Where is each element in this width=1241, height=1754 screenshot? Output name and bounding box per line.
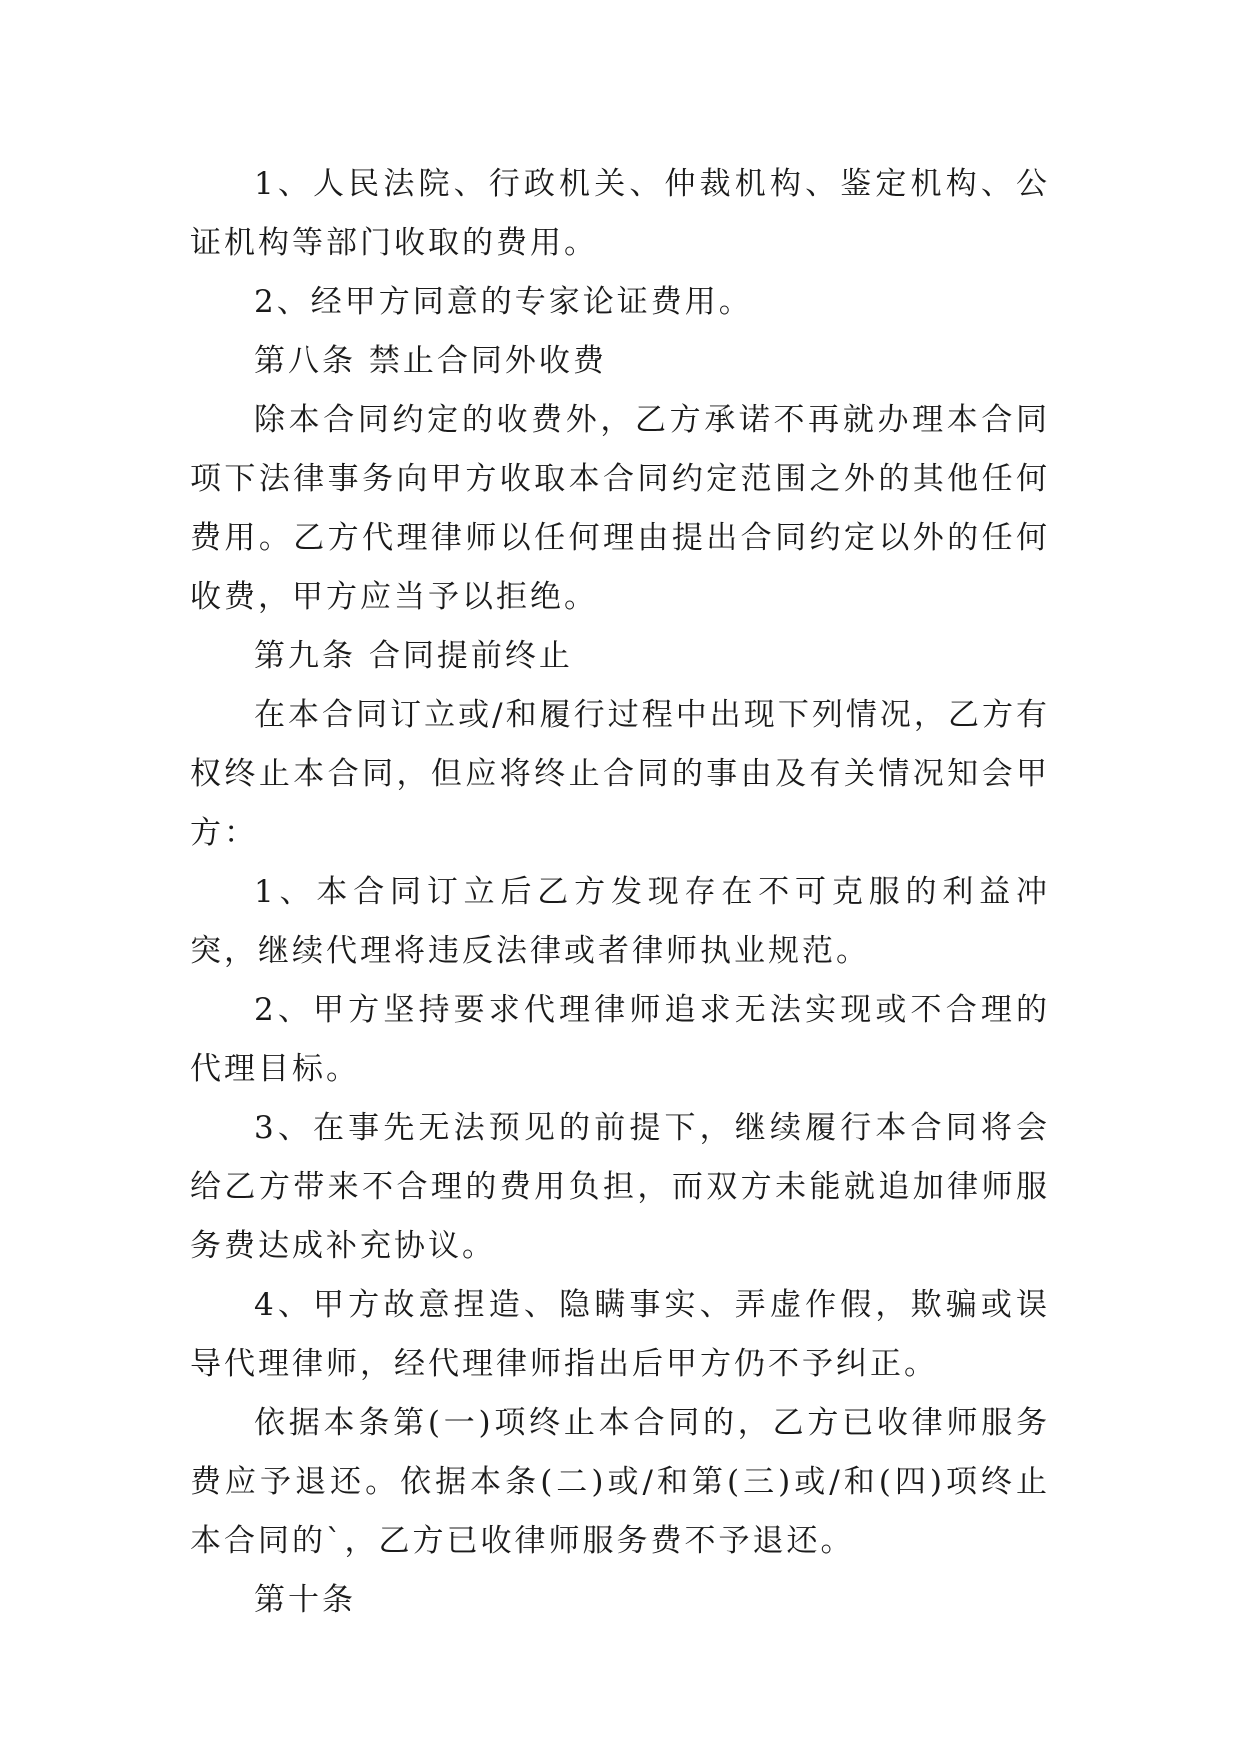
article-9-item-1: 1、本合同订立后乙方发现存在不可克服的利益冲突，继续代理将违反法律或者律师执业规范。 (190, 874, 1050, 969)
article-8-heading: 第八条 禁止合同外收费 (254, 343, 607, 379)
article-9-refund-clause: 依据本条第(一)项终止本合同的，乙方已收律师服务费应予退还。依据本条(二)或/和第(三)或/和(四)项终止本合同的`，乙方已收律师服务费不予退还。 (190, 1405, 1050, 1559)
paragraph-item-1: 1、人民法院、行政机关、仲裁机构、鉴定机构、公证机构等部门收取的费用。 (190, 166, 1050, 261)
article-10-heading: 第十条 (254, 1582, 356, 1618)
article-9-heading: 第九条 合同提前终止 (254, 638, 573, 674)
article-9-intro: 在本合同订立或/和履行过程中出现下列情况，乙方有权终止本合同，但应将终止合同的事由及有关情况知会甲方： (190, 697, 1050, 851)
article-9-item-3: 3、在事先无法预见的前提下，继续履行本合同将会给乙方带来不合理的费用负担，而双方未能就追加律师服务费达成补充协议。 (190, 1110, 1050, 1264)
article-9-item-4: 4、甲方故意捏造、隐瞒事实、弄虚作假，欺骗或误导代理律师，经代理律师指出后甲方仍不予纠正。 (190, 1287, 1050, 1382)
paragraph-item-2: 2、经甲方同意的专家论证费用。 (254, 284, 753, 320)
article-8-body: 除本合同约定的收费外，乙方承诺不再就办理本合同项下法律事务向甲方收取本合同约定范围之外的其他任何费用。乙方代理律师以任何理由提出合同约定以外的任何收费，甲方应当予以拒绝。 (190, 402, 1050, 615)
article-9-item-2: 2、甲方坚持要求代理律师追求无法实现或不合理的代理目标。 (190, 992, 1050, 1087)
document-body (190, 155, 1050, 1630)
